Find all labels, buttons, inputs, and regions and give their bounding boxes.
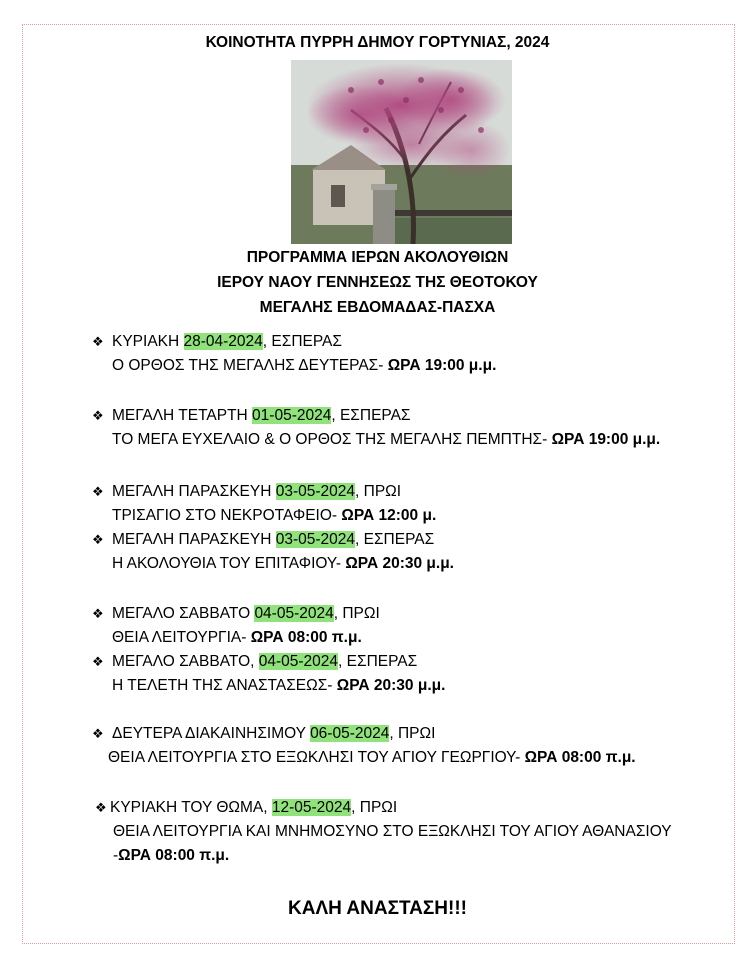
schedule-item: [92, 528, 454, 576]
diamond-bullet-icon: ❖: [92, 334, 104, 349]
item-period: , ΠΡΩΙ: [355, 483, 402, 500]
church-tree-photo: [291, 60, 512, 244]
item-period: , ΕΣΠΕΡΑΣ: [355, 531, 435, 548]
schedule-item: [92, 722, 636, 770]
item-time: ΩΡΑ 19:00 μ.μ.: [387, 357, 497, 374]
community-header: ΚΟΙΝΟΤΗΤΑ ΠΥΡΡΗ ΔΗΜΟΥ ΓΟΡΤΥΝΙΑΣ, 2024: [205, 34, 550, 51]
item-service: Η ΑΚΟΛΟΥΘΙΑ ΤΟΥ ΕΠΙΤΑΦΙΟΥ-: [112, 555, 346, 572]
item-date: 04-05-2024: [254, 605, 334, 622]
item-date: 04-05-2024: [258, 653, 339, 670]
item-service: ΤΟ ΜΕΓΑ ΕΥΧΕΛΑΙΟ & Ο ΟΡΘΟΣ ΤΗΣ ΜΕΓΑΛΗΣ ΠΕΜΠΤΗΣ-: [112, 431, 552, 448]
schedule-item: [92, 404, 660, 452]
item-time: ΩΡΑ 20:30 μ.μ.: [336, 677, 446, 694]
item-date: 06-05-2024: [310, 725, 390, 742]
item-day: ΜΕΓΑΛΗ ΤΕΤΑΡΤΗ: [112, 407, 253, 424]
item-period: , ΕΣΠΕΡΑΣ: [331, 407, 411, 424]
item-day: ΔΕΥΤΕΡΑ ΔΙΑΚΑΙΝΗΣΙΜΟΥ: [112, 725, 311, 742]
item-date: 03-05-2024: [275, 531, 356, 548]
title-line-1: ΠΡΟΓΡΑΜΜΑ ΙΕΡΩΝ ΑΚΟΛΟΥΘΙΩΝ: [246, 249, 509, 266]
item-period: , ΕΣΠΕΡΑΣ: [262, 333, 342, 350]
item-time: ΩΡΑ 12:00 μ.: [341, 507, 437, 524]
item-day: ΜΕΓΑΛΟ ΣΑΒΒΑΤΟ,: [112, 653, 259, 670]
schedule-item: [92, 650, 445, 698]
church-tree-image: [291, 60, 512, 244]
item-service: ΘΕΙΑ ΛΕΙΤΟΥΡΓΙΑ ΚΑΙ ΜΝΗΜΟΣΥΝΟ ΣΤΟ ΕΞΩΚΛΗΣΙ ΤΟΥ ΑΓΙΟΥ ΑΘΑΝΑΣΙΟΥ: [113, 823, 672, 840]
item-day: ΚΥΡΙΑΚΗ ΤΟΥ ΘΩΜΑ,: [110, 799, 272, 816]
item-time: ΩΡΑ 08:00 π.μ.: [118, 847, 230, 864]
title-line-3: ΜΕΓΑΛΗΣ ΕΒΔΟΜΑΔΑΣ-ΠΑΣΧΑ: [259, 299, 496, 316]
diamond-bullet-icon: ❖: [92, 654, 104, 669]
item-period: , ΕΣΠΕΡΑΣ: [338, 653, 418, 670]
item-date: 28-04-2024: [183, 333, 263, 350]
diamond-bullet-icon: ❖: [92, 726, 104, 741]
item-day: ΜΕΓΑΛΟ ΣΑΒΒΑΤΟ: [112, 605, 255, 622]
schedule-item: [95, 796, 672, 868]
item-time: ΩΡΑ 08:00 π.μ.: [250, 629, 362, 646]
item-time: ΩΡΑ 08:00 π.μ.: [524, 749, 636, 766]
item-period: , ΠΡΩΙ: [351, 799, 398, 816]
schedule-item: [92, 480, 436, 528]
item-date: 12-05-2024: [271, 799, 352, 816]
item-day: ΚΥΡΙΑΚΗ: [112, 333, 184, 350]
item-time: ΩΡΑ 20:30 μ.μ.: [345, 555, 454, 572]
item-day: ΜΕΓΑΛΗ ΠΑΡΑΣΚΕΥΗ: [112, 483, 276, 500]
item-day: ΜΕΓΑΛΗ ΠΑΡΑΣΚΕΥΗ: [112, 531, 276, 548]
item-service: ΘΕΙΑ ΛΕΙΤΟΥΡΓΙΑ ΣΤΟ ΕΞΩΚΛΗΣΙ ΤΟΥ ΑΓΙΟΥ ΓΕΩΡΓΙΟΥ-: [108, 749, 525, 766]
item-period: , ΠΡΩΙ: [389, 725, 436, 742]
item-service: ΘΕΙΑ ΛΕΙΤΟΥΡΓΙΑ-: [112, 629, 251, 646]
item-period: , ΠΡΩΙ: [333, 605, 380, 622]
title-line-2: ΙΕΡΟΥ ΝΑΟΥ ΓΕΝΝΗΣΕΩΣ ΤΗΣ ΘΕΟΤΟΚΟΥ: [217, 274, 538, 291]
diamond-bullet-icon: ❖: [92, 408, 104, 423]
item-time: ΩΡΑ 19:00 μ.μ.: [551, 431, 661, 448]
closing-greeting: ΚΑΛΗ ΑΝΑΣΤΑΣΗ!!!: [288, 898, 467, 919]
diamond-bullet-icon: ❖: [92, 484, 104, 499]
diamond-bullet-icon: ❖: [95, 800, 107, 815]
item-service: ΤΡΙΣΑΓΙΟ ΣΤΟ ΝΕΚΡΟΤΑΦΕΙΟ-: [112, 507, 342, 524]
schedule-item: [92, 330, 496, 378]
program-titles: [0, 245, 755, 320]
diamond-bullet-icon: ❖: [92, 532, 104, 547]
schedule-item: [92, 602, 380, 650]
item-date: 01-05-2024: [252, 407, 332, 424]
diamond-bullet-icon: ❖: [92, 606, 104, 621]
item-service: Η ΤΕΛΕΤΗ ΤΗΣ ΑΝΑΣΤΑΣΕΩΣ-: [112, 677, 337, 694]
item-service: Ο ΟΡΘΟΣ ΤΗΣ ΜΕΓΑΛΗΣ ΔΕΥΤΕΡΑΣ-: [112, 357, 388, 374]
item-date: 03-05-2024: [275, 483, 356, 500]
item-time-prefix: -: [113, 847, 119, 864]
